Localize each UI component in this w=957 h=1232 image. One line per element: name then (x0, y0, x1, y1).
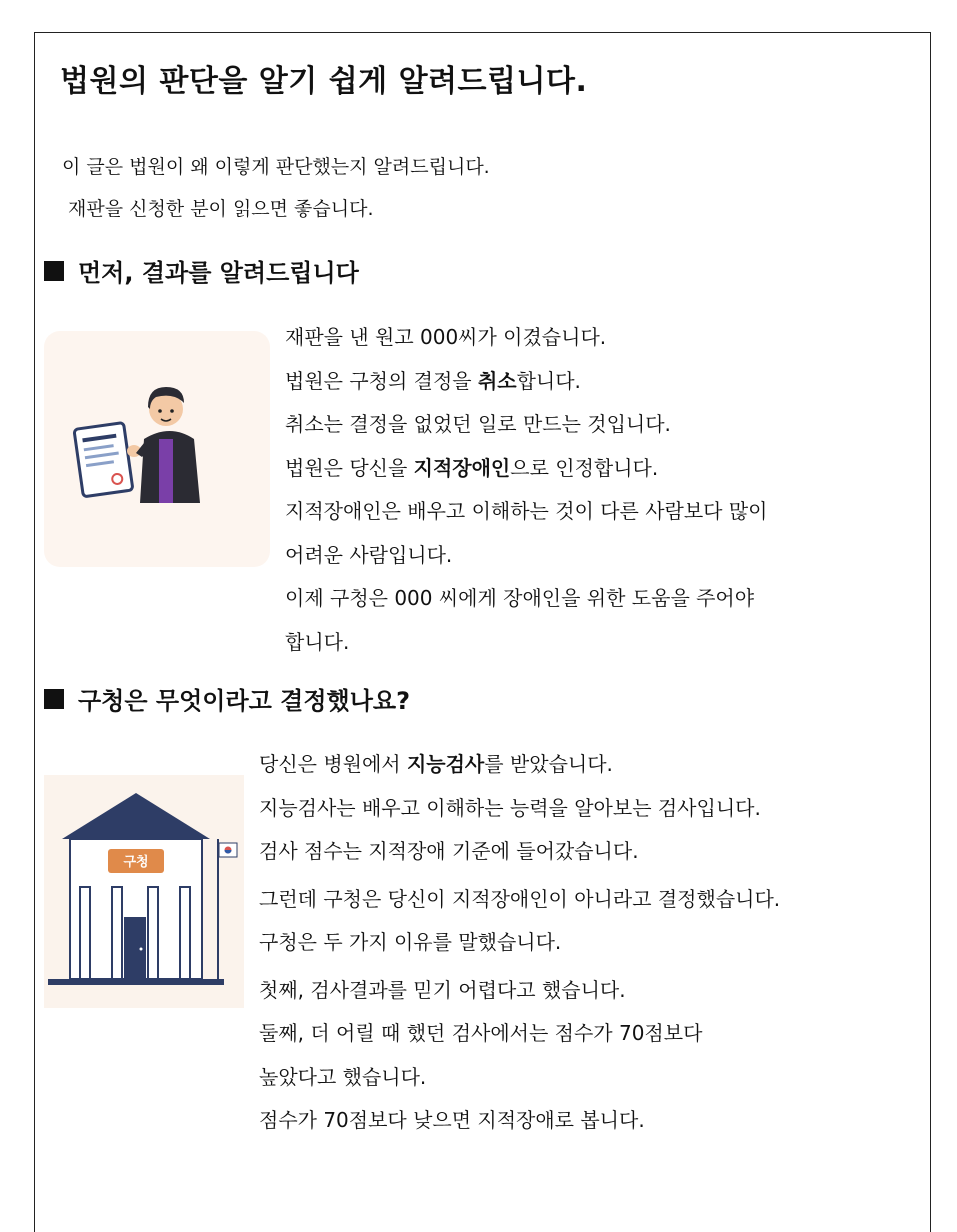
text-line: 구청은 두 가지 이유를 말했습니다. (259, 930, 562, 954)
text-line: 당신은 병원에서 지능검사를 받았습니다. (259, 752, 613, 776)
section-heading-decision (44, 681, 410, 716)
text-line: 지능검사는 배우고 이해하는 능력을 알아보는 검사입니다. (259, 795, 761, 820)
page-title: 법원의 판단을 알기 쉽게 알려드립니다. (60, 64, 588, 99)
text-line: 어려운 사람입니다. (285, 542, 453, 567)
text-line: 재판을 낸 원고 000씨가 이겼습니다. (285, 325, 607, 349)
square-bullet-icon (44, 689, 64, 709)
intro-line: 재판을 신청한 분이 읽으면 좋습니다. (68, 198, 374, 220)
section-heading-text: 구청은 무엇이라고 결정했나요? (78, 687, 411, 715)
text-line: 취소는 결정을 없었던 일로 만드는 것입니다. (285, 412, 671, 436)
text-line: 합니다. (285, 629, 350, 654)
text-line: 지적장애인은 배우고 이해하는 것이 다른 사람보다 많이 (285, 499, 768, 523)
text-line: 이제 구청은 000 씨에게 장애인을 위한 도움을 주어야 (285, 586, 755, 610)
district-office-building-illustration (44, 775, 244, 1008)
text-line: 검사 점수는 지적장애 기준에 들어갔습니다. (259, 839, 639, 863)
section-heading-text: 먼저, 결과를 알려드립니다 (78, 259, 359, 287)
bold-term: 취소 (477, 368, 517, 393)
intro-line: 이 글은 법원이 왜 이렇게 판단했는지 알려드립니다. (62, 156, 490, 178)
result-paragraph (285, 316, 768, 664)
text-line: 높았다고 했습니다. (259, 1064, 427, 1089)
text-line: 둘째, 더 어릴 때 했던 검사에서는 점수가 70점보다 (259, 1021, 703, 1045)
text-line: 법원은 당신을 지적장애인으로 인정합니다. (285, 455, 659, 480)
square-bullet-icon (44, 261, 64, 281)
section-heading-result (44, 253, 359, 288)
text-line: 점수가 70점보다 낮으면 지적장애로 봅니다. (259, 1108, 645, 1132)
text-line: 그런데 구청은 당신이 지적장애인이 아니라고 결정했습니다. (259, 886, 781, 911)
text-line: 첫째, 검사결과를 믿기 어렵다고 했습니다. (259, 977, 626, 1002)
judge-with-document-illustration (44, 331, 270, 567)
intro-paragraph (62, 146, 490, 230)
building-sign-text: 구청 (123, 855, 149, 870)
decision-paragraph (259, 743, 780, 1143)
text-line: 법원은 구청의 결정을 취소합니다. (285, 368, 581, 393)
bold-term: 지능검사 (406, 752, 485, 776)
bold-term: 지적장애인 (413, 455, 511, 480)
